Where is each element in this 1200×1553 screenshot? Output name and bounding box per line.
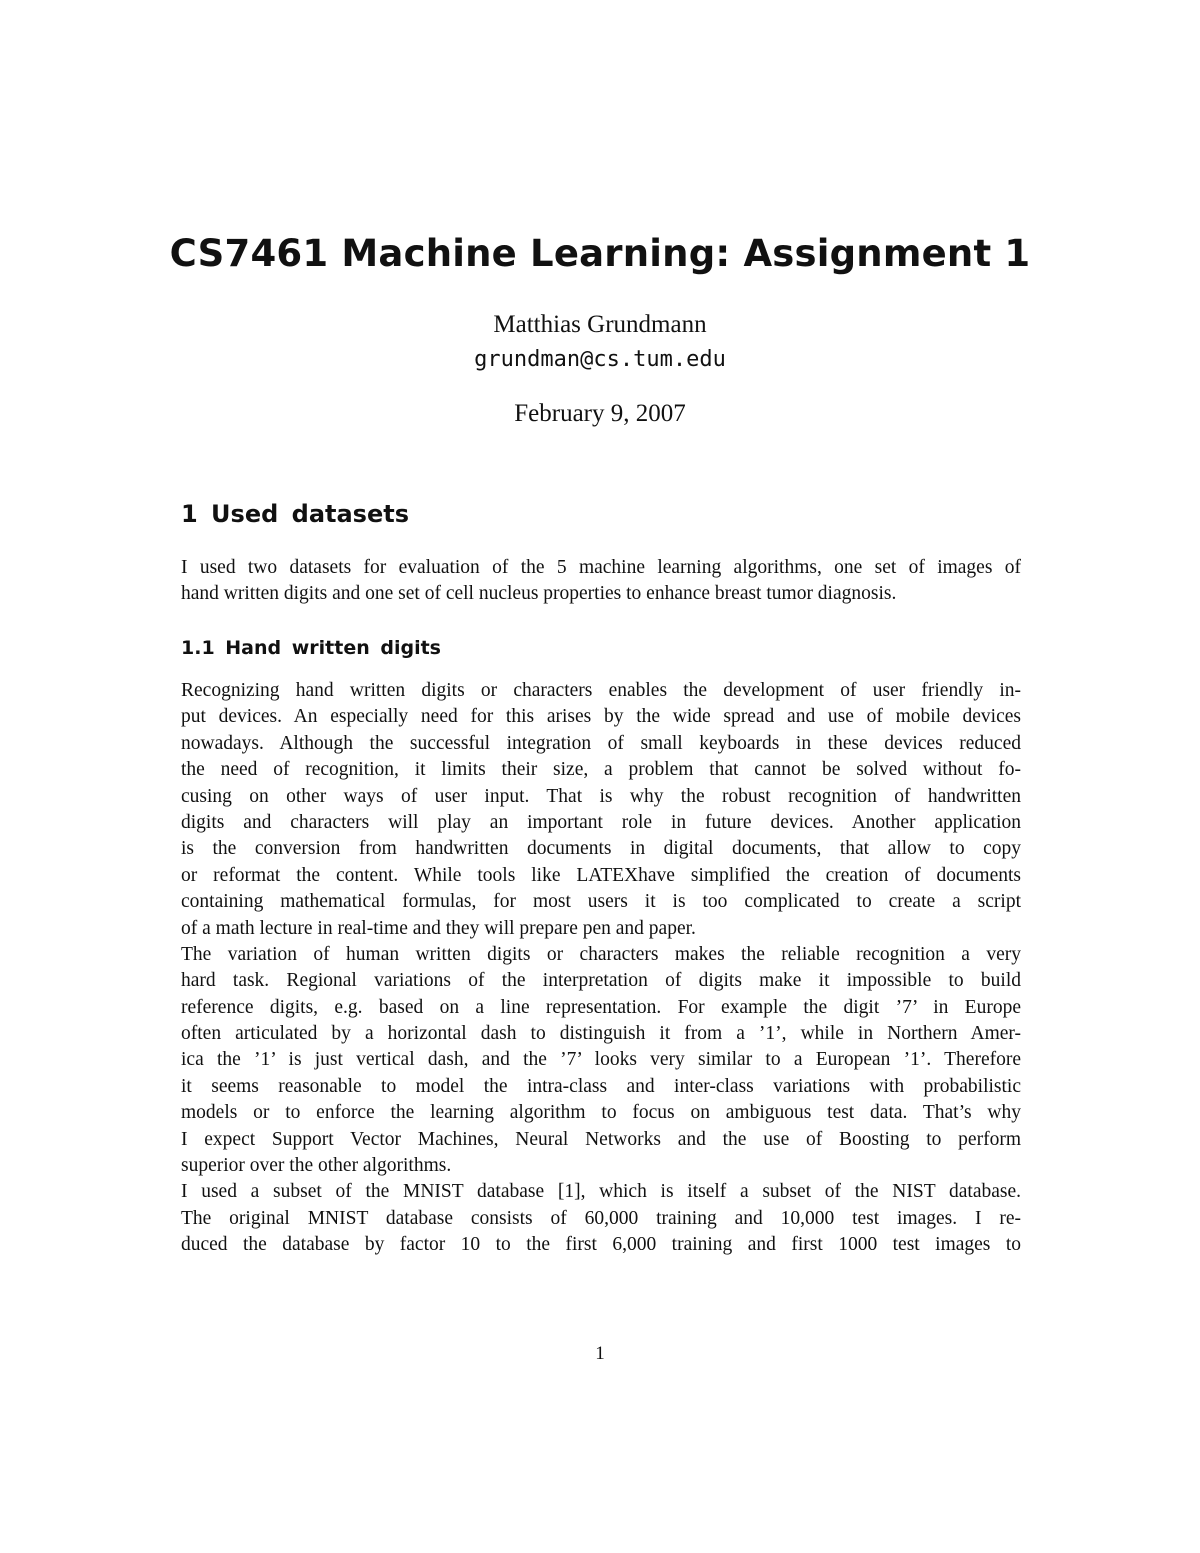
paper-date: February 9, 2007 xyxy=(514,400,686,427)
section-heading-used-datasets: 1 Used datasets xyxy=(181,500,410,528)
text-line: The original MNIST database consists of 60,000 training and 10,000 test images. I re- xyxy=(181,1207,1021,1229)
text-line: reference digits, e.g. based on a line representation. For example the digit ’7’ in Europe xyxy=(181,996,1021,1018)
text-line: I used a subset of the MNIST database [1], which is itself a subset of the NIST database. xyxy=(181,1181,1021,1203)
subsection-heading-hand-written-digits: 1.1 Hand written digits xyxy=(181,637,441,659)
text-line: duced the database by factor 10 to the first 6,000 training and first 1000 test images to xyxy=(181,1234,1021,1256)
text-line: Recognizing hand written digits or characters enables the development of user friendly in- xyxy=(181,680,1021,701)
text-line: often articulated by a horizontal dash to distinguish it from a ’1’, while in Northern Amer- xyxy=(181,1023,1021,1045)
author-email: grundman@cs.tum.edu xyxy=(474,347,726,372)
text-line: models or to enforce the learning algorithm to focus on ambiguous test data. That’s why xyxy=(181,1102,1021,1124)
text-line: ica the ’1’ is just vertical dash, and the ’7’ looks very similar to a European ’1’. Therefore xyxy=(181,1049,1021,1071)
text-line: I used two datasets for evaluation of the 5 machine learning algorithms, one set of images of xyxy=(181,557,1021,578)
text-line: digits and characters will play an important role in future devices. Another application xyxy=(181,811,1021,833)
text-line: nowadays. Although the successful integration of small keyboards in these devices reduced xyxy=(181,732,1021,754)
text-line: put devices. An especially need for this arises by the wide spread and use of mobile devices xyxy=(181,706,1021,728)
subsection-paragraph-1 xyxy=(181,678,1021,1259)
text-line: or reformat the content. While tools like LATEXhave simplified the creation of documents xyxy=(181,864,1021,886)
page-number: 1 xyxy=(595,1343,605,1364)
text-line: hard task. Regional variations of the interpretation of digits make it impossible to build xyxy=(181,970,1021,992)
text-line: is the conversion from handwritten documents in digital documents, that allow to copy xyxy=(181,838,1021,860)
author-name: Matthias Grundmann xyxy=(493,311,707,338)
text-line: of a math lecture in real-time and they will prepare pen and paper. xyxy=(181,917,696,939)
section-1-paragraph xyxy=(181,555,1021,608)
text-line: it seems reasonable to model the intra-class and inter-class variations with probabilistic xyxy=(181,1075,1021,1097)
text-line: I expect Support Vector Machines, Neural Networks and the use of Boosting to perform xyxy=(181,1128,1021,1150)
paper-title: CS7461 Machine Learning: Assignment 1 xyxy=(169,232,1031,275)
text-line: the need of recognition, it limits their size, a problem that cannot be solved without fo- xyxy=(181,759,1021,781)
text-line: hand written digits and one set of cell nucleus properties to enhance breast tumor diagnosis. xyxy=(181,583,897,605)
text-line: cusing on other ways of user input. That is why the robust recognition of handwritten xyxy=(181,785,1021,807)
text-line: The variation of human written digits or characters makes the reliable recognition a very xyxy=(181,943,1021,965)
text-line: containing mathematical formulas, for most users it is too complicated to create a script xyxy=(181,891,1021,913)
text-line: superior over the other algorithms. xyxy=(181,1155,452,1177)
